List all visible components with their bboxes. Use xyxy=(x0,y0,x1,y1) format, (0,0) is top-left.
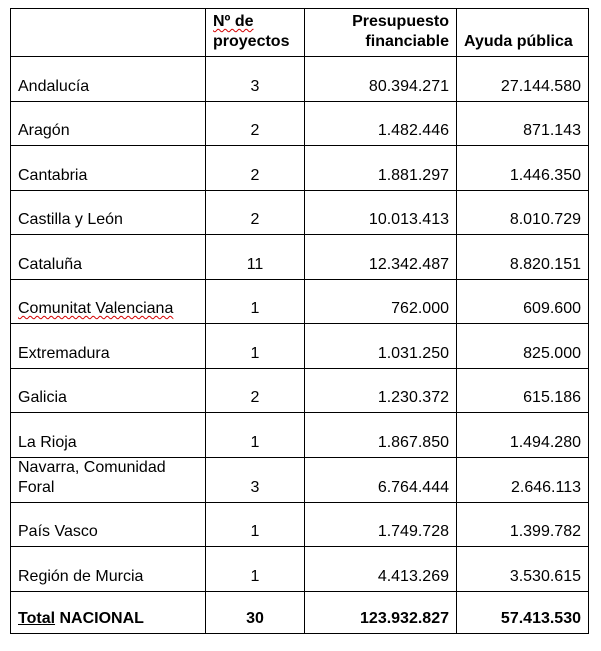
table-row xyxy=(11,146,589,191)
aid-cell: 1.399.782 xyxy=(457,502,589,547)
header-projects xyxy=(206,9,305,57)
budget-cell: 1.230.372 xyxy=(305,368,457,413)
budget-cell: 1.482.446 xyxy=(305,101,457,146)
projects-cell: 1 xyxy=(206,324,305,369)
total-label-word: Total xyxy=(18,609,56,627)
total-label-cell xyxy=(11,591,206,633)
table-row xyxy=(11,101,589,146)
projects-table-container xyxy=(10,8,588,634)
aid-cell: 1.446.350 xyxy=(457,146,589,191)
budget-cell: 1.881.297 xyxy=(305,146,457,191)
projects-cell: 11 xyxy=(206,235,305,280)
total-budget-cell: 123.932.827 xyxy=(305,591,457,633)
region-cell: Extremadura xyxy=(11,324,206,369)
table-row xyxy=(11,235,589,280)
header-budget-line1: Presupuesto xyxy=(352,13,449,30)
table-row xyxy=(11,413,589,458)
budget-cell: 1.749.728 xyxy=(305,502,457,547)
aid-cell: 1.494.280 xyxy=(457,413,589,458)
region-cell: Castilla y León xyxy=(11,190,206,235)
region-cell: Región de Murcia xyxy=(11,547,206,592)
region-cell: Galicia xyxy=(11,368,206,413)
aid-cell: 609.600 xyxy=(457,279,589,324)
table-row xyxy=(11,190,589,235)
region-cell: La Rioja xyxy=(11,413,206,458)
aid-cell: 8.010.729 xyxy=(457,190,589,235)
region-cell: Cantabria xyxy=(11,146,206,191)
table-row xyxy=(11,57,589,102)
table-row xyxy=(11,324,589,369)
budget-cell: 6.764.444 xyxy=(305,457,457,502)
budget-cell: 4.413.269 xyxy=(305,547,457,592)
header-projects-line2: proyectos xyxy=(213,33,290,50)
aid-cell: 615.186 xyxy=(457,368,589,413)
projects-cell: 1 xyxy=(206,502,305,547)
table-row xyxy=(11,502,589,547)
aid-cell: 825.000 xyxy=(457,324,589,369)
projects-cell: 1 xyxy=(206,413,305,458)
aid-cell: 871.143 xyxy=(457,101,589,146)
table-row xyxy=(11,368,589,413)
region-cell: Navarra, Comunidad Foral xyxy=(11,457,206,502)
budget-cell: 1.031.250 xyxy=(305,324,457,369)
table-row xyxy=(11,457,589,502)
projects-cell: 3 xyxy=(206,57,305,102)
region-cell: Andalucía xyxy=(11,57,206,102)
projects-cell: 1 xyxy=(206,547,305,592)
projects-cell: 1 xyxy=(206,279,305,324)
aid-cell: 3.530.615 xyxy=(457,547,589,592)
header-projects-line1: Nº de xyxy=(213,13,254,30)
budget-cell: 762.000 xyxy=(305,279,457,324)
table-row xyxy=(11,279,589,324)
total-row xyxy=(11,591,589,633)
region-cell: Aragón xyxy=(11,101,206,146)
header-budget xyxy=(305,9,457,57)
projects-by-region-table xyxy=(10,8,589,634)
header-region xyxy=(11,9,206,57)
aid-cell: 8.820.151 xyxy=(457,235,589,280)
projects-cell: 2 xyxy=(206,368,305,413)
budget-cell: 10.013.413 xyxy=(305,190,457,235)
projects-cell: 2 xyxy=(206,190,305,235)
aid-cell: 27.144.580 xyxy=(457,57,589,102)
projects-cell: 2 xyxy=(206,101,305,146)
projects-cell: 3 xyxy=(206,457,305,502)
budget-cell: 1.867.850 xyxy=(305,413,457,458)
table-row xyxy=(11,547,589,592)
projects-cell: 2 xyxy=(206,146,305,191)
table-header-row xyxy=(11,9,589,57)
total-aid-cell: 57.413.530 xyxy=(457,591,589,633)
region-cell: Cataluña xyxy=(11,235,206,280)
total-projects-cell: 30 xyxy=(206,591,305,633)
budget-cell: 80.394.271 xyxy=(305,57,457,102)
region-cell: Comunitat Valenciana xyxy=(11,279,206,324)
header-budget-line2: financiable xyxy=(365,33,449,50)
budget-cell: 12.342.487 xyxy=(305,235,457,280)
total-label-scope: NACIONAL xyxy=(59,609,144,627)
aid-cell: 2.646.113 xyxy=(457,457,589,502)
header-aid: Ayuda pública xyxy=(457,9,589,57)
region-cell: País Vasco xyxy=(11,502,206,547)
